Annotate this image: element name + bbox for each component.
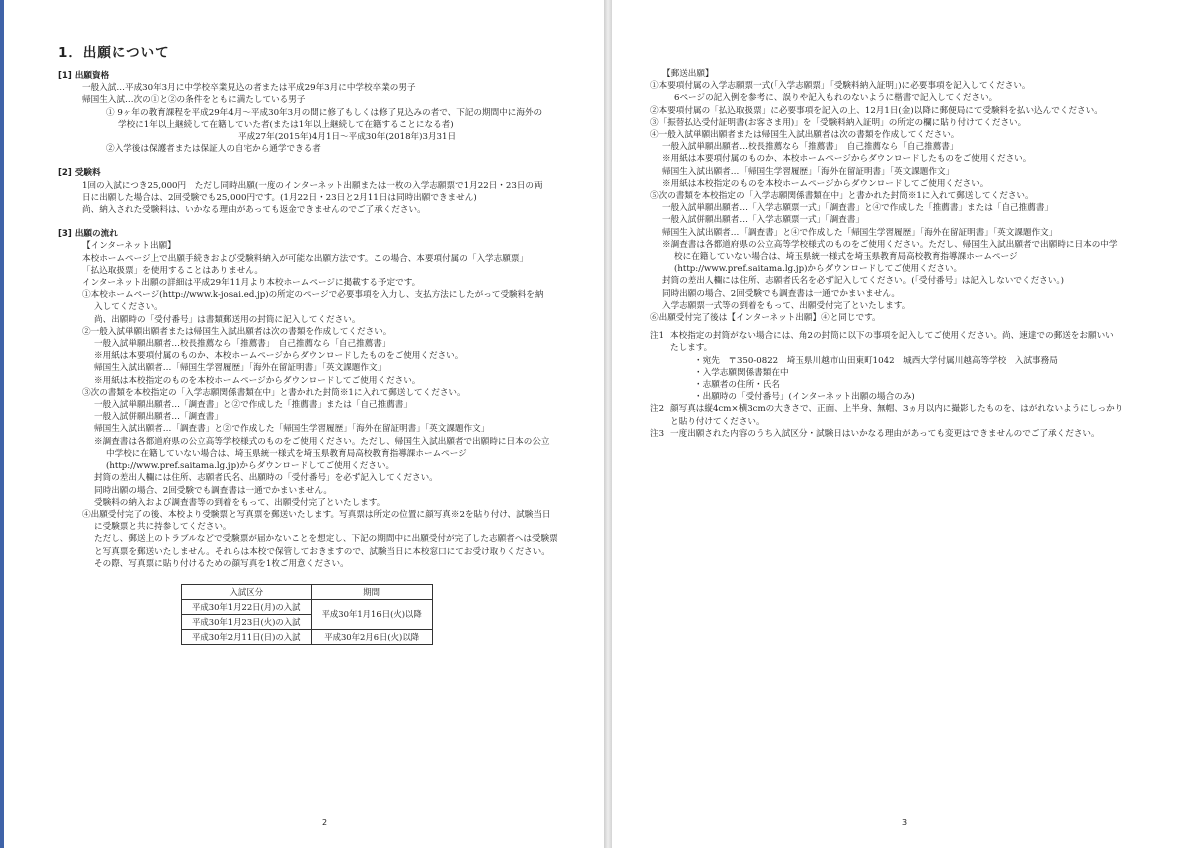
text-line: と写真票を郵送いたしません。それらは本校で保管しておきますので、試験当日に本校窓口にてお受け取りください。 bbox=[94, 546, 550, 557]
text-line: 同時出願の場合、2回受験でも調査書は一通でかまいません。 bbox=[662, 288, 901, 299]
text-line: ※用紙は本校指定のものを本校ホームページからダウンロードしてご使用ください。 bbox=[662, 178, 989, 189]
text-line: ※用紙は本校指定のものを本校ホームページからダウンロードしてご使用ください。 bbox=[94, 375, 421, 386]
note-label: 注3 bbox=[650, 428, 665, 439]
text-line: 一般入試単願出願者…「調査書」と②で作成した「推薦書」または「自己推薦書」 bbox=[94, 400, 412, 411]
section-heading-flow: [3] 出願の流れ bbox=[58, 229, 118, 240]
text-line: ⑤次の書類を本校指定の「入学志願関係書類在中」と書かれた封筒※1に入れて郵送してください。 bbox=[650, 191, 1034, 202]
text-line: 本校ホームページ上で出願手続きおよび受験料納入が可能な出願方法です。この場合、本要項付属の「入学志願票」 bbox=[82, 253, 529, 264]
note-line: ・志願者の住所・氏名 bbox=[694, 380, 780, 391]
text-line: (http://www.pref.saitama.lg.jp)からダウンロードしてご使用ください。 bbox=[106, 461, 395, 472]
note-line: と貼り付けてください。 bbox=[670, 416, 765, 427]
text-line: 同時出願の場合、2回受験でも調査書は一通でかまいません。 bbox=[94, 485, 333, 496]
schedule-header-period: 期間 bbox=[311, 584, 432, 599]
left-page-content bbox=[58, 44, 588, 645]
text-line: 帰国生入試出願者…「帰国生学習履歴」「海外在留証明書」「英文課題作文」 bbox=[662, 166, 955, 177]
page-number: 3 bbox=[902, 818, 908, 827]
note-line: 顔写真は縦4cm×横3cmの大きさで、正面、上半身、無帽、3ヵ月以内に撮影したものを、はがれないようにしっかり bbox=[670, 404, 1124, 415]
note-label: 注1 bbox=[650, 331, 665, 342]
text-line: ②一般入試単願出願者または帰国生入試出願者は次の書類を作成してください。 bbox=[82, 326, 392, 337]
text-line: ④一般入試単願出願者または帰国生入試出願者は次の書類を作成してください。 bbox=[650, 130, 960, 141]
text-line: 入学志願票一式等の到着をもって、出願受付完了といたします。 bbox=[662, 300, 911, 311]
text-line: ※用紙は本要項付属のものか、本校ホームページからダウンロードしたものをご使用ください。 bbox=[94, 351, 464, 362]
schedule-cell: 平成30年1月22日(月)の入試 bbox=[182, 599, 312, 614]
text-line: 校に在籍していない場合は、埼玉県統一様式を埼玉県教育局高校教育指導課ホームページ bbox=[674, 252, 1018, 263]
note-line: たします。 bbox=[670, 343, 713, 354]
text-line: 日に出願した場合は、2回受験でも25,000円です。(1月22日・23日と2月11日は同時出願できません) bbox=[82, 192, 477, 203]
text-line: ①本校ホームページ(http://www.k-josai.ed.jp)の所定のページで必要事項を入力し、支払方法にしたがって受験料を納 bbox=[82, 290, 544, 301]
note-line: ・入学志願関係書類在中 bbox=[694, 367, 789, 378]
text-line: 1回の入試につき25,000円 ただし同時出願(一度のインターネット出願または一枚の入学志願票で1月22日・23日の両 bbox=[82, 180, 543, 191]
text-line: 帰国生入試出願者…「調査書」と②で作成した「帰国生学習履歴」「海外在留証明書」「英文課題作文」 bbox=[94, 424, 490, 435]
text-line: ⑥出願受付完了後は【インターネット出願】④と同じです。 bbox=[650, 313, 881, 324]
text-line: 一般入試…平成30年3月に中学校卒業見込の者または平成29年3月に中学校卒業の男子 bbox=[82, 83, 416, 94]
schedule-cell: 平成30年2月11日(日)の入試 bbox=[182, 629, 312, 644]
text-line: ただし、郵送上のトラブルなどで受験票が届かないことを想定し、下記の期間中に出願受付が完了した志願者へは受験票 bbox=[94, 534, 558, 545]
text-line: その際、写真票に貼り付けるための顔写真を1枚ご用意ください。 bbox=[94, 558, 349, 569]
schedule-cell: 平成30年1月23日(火)の入試 bbox=[182, 614, 312, 629]
text-line: 帰国生入試…次の①と②の条件をともに満たしている男子 bbox=[82, 95, 306, 106]
text-line: ③「振替払込受付証明書(お客さま用)」を「受験料納入証明」の所定の欄に貼り付けてください。 bbox=[650, 117, 1027, 128]
text-line: ※調査書は各都道府県の公立高等学校様式のものをご使用ください。ただし、帰国生入試出願者で出願時に日本の公立 bbox=[94, 436, 550, 447]
text-line: 平成27年(2015年)4月1日～平成30年(2018年)3月31日 bbox=[238, 132, 457, 143]
text-line: 一般入試併願出願者…「調査書」 bbox=[94, 412, 223, 423]
section-heading-qualification: [1] 出願資格 bbox=[58, 71, 110, 81]
note-3 bbox=[650, 428, 1180, 440]
section-heading-mail: 【郵送出願】 bbox=[662, 69, 714, 79]
text-line: ※調査書は各都道府県の公立高等学校様式のものをご使用ください。ただし、帰国生入試出願者で出願時に日本の中学 bbox=[662, 239, 1118, 250]
right-page bbox=[612, 0, 1200, 848]
text-line: 受験料の納入および調査書等の到着をもって、出願受付完了といたします。 bbox=[94, 497, 386, 508]
text-line: ① 9ヶ年の教育課程を平成29年4月～平成30年3月の間に修了もしくは修了見込みの者で、下記の期間中に海外の bbox=[106, 107, 543, 118]
text-line: 一般入試併願出願者…「入学志願票一式」「調査書」 bbox=[662, 215, 864, 226]
book-spine bbox=[604, 0, 612, 848]
text-line: 尚、出願時の「受付番号」は書類郵送用の封筒に記入してください。 bbox=[94, 314, 361, 325]
text-line: ②入学後は保護者または保証人の自宅から通学できる者 bbox=[106, 144, 321, 155]
text-line: ②本要項付属の「払込取扱票」に必要事項を記入の上、12月1日(金)以降に郵便局にて受験料を払い込んでください。 bbox=[650, 105, 1103, 116]
note-1 bbox=[650, 330, 1180, 403]
text-line: ④出願受付完了の後、本校より受験票と写真票を郵送いたします。写真票は所定の位置に顔写真※2を貼り付け、試験当日 bbox=[82, 509, 551, 520]
text-line: 中学校に在籍していない場合は、埼玉県統一様式を埼玉県教育局高校教育指導課ホームページ bbox=[106, 448, 467, 459]
note-line: 本校指定の封筒がない場合には、角2の封筒に以下の事項を記入してご使用ください。尚、速達での郵送をお願いい bbox=[670, 331, 1114, 342]
text-line: 「払込取扱票」を使用することはありません。 bbox=[82, 265, 263, 276]
page-number: 2 bbox=[322, 818, 328, 827]
text-line: 帰国生入試出願者…「調査書」と④で作成した「帰国生学習履歴」「海外在留証明書」「英文課題作文」 bbox=[662, 227, 1058, 238]
text-line: 【インターネット出願】 bbox=[82, 241, 176, 252]
text-line: 学校に1年以上継続して在籍していた者(または1年以上継続して在籍することになる者) bbox=[118, 119, 454, 130]
text-line: 6ページの記入例を参考に、誤りや記入もれのないように楷書で記入してください。 bbox=[674, 93, 998, 104]
text-line: インターネット出願の詳細は平成29年11月より本校ホームページに掲載する予定です。 bbox=[82, 278, 421, 289]
page-edge-bar bbox=[0, 0, 4, 848]
text-line: (http://www.pref.saitama.lg.jp)からダウンロードしてご使用ください。 bbox=[674, 264, 963, 275]
note-line: 一度出願された内容のうち入試区分・試験日はいかなる理由があっても変更はできませんのでご了承ください。 bbox=[670, 428, 1100, 439]
text-line: 入してください。 bbox=[94, 302, 163, 313]
schedule-cell: 平成30年1月16日(火)以降 bbox=[311, 599, 432, 629]
text-line: 封筒の差出人欄には住所、志願者氏名を必ず記入してください。(「受付番号」は記入しないでください。) bbox=[662, 276, 1065, 287]
text-line: ③次の書類を本校指定の「入学志願関係書類在中」と書かれた封筒※1に入れて郵送してください。 bbox=[82, 387, 466, 398]
text-line: 尚、納入された受験料は、いかなる理由があっても返金できませんのでご了承ください。 bbox=[82, 205, 426, 216]
text-line: 一般入試単願出願者…校長推薦なら「推薦書」 自己推薦なら「自己推薦書」 bbox=[94, 339, 391, 350]
text-line: 一般入試単願出願者…校長推薦なら「推薦書」 自己推薦なら「自己推薦書」 bbox=[662, 142, 959, 153]
note-label: 注2 bbox=[650, 404, 665, 415]
text-line: に受験票と共に持参してください。 bbox=[94, 522, 232, 533]
text-line: ①本要項付属の入学志願票一式(「入学志願票」「受験料納入証明」)に必要事項を記入してください。 bbox=[650, 81, 1031, 92]
note-2 bbox=[650, 403, 1180, 427]
text-line: ※用紙は本要項付属のものか、本校ホームページからダウンロードしたものをご使用ください。 bbox=[662, 154, 1032, 165]
schedule-cell: 平成30年2月6日(火)以降 bbox=[311, 629, 432, 644]
note-line: ・出願時の「受付番号」(インターネット出願の場合のみ) bbox=[694, 392, 915, 403]
schedule-table bbox=[181, 584, 433, 645]
text-line: 一般入試単願出願者…「入学志願票一式」「調査書」と④で作成した「推薦書」または「自己推薦書」 bbox=[662, 203, 1054, 214]
right-page-content bbox=[650, 68, 1180, 440]
note-line: ・宛先 〒350-0822 埼玉県川越市山田東町1042 城西大学付属川越高等学校 入試事務局 bbox=[694, 355, 1058, 366]
text-line: 帰国生入試出願者…「帰国生学習履歴」「海外在留証明書」「英文課題作文」 bbox=[94, 363, 387, 374]
page-title: 1．出願について bbox=[58, 45, 170, 61]
section-heading-fee: [2] 受験料 bbox=[58, 168, 101, 179]
schedule-header-category: 入試区分 bbox=[182, 584, 312, 599]
text-line: 封筒の差出人欄には住所、志願者氏名、出願時の「受付番号」を必ず記入してください。 bbox=[94, 473, 438, 484]
